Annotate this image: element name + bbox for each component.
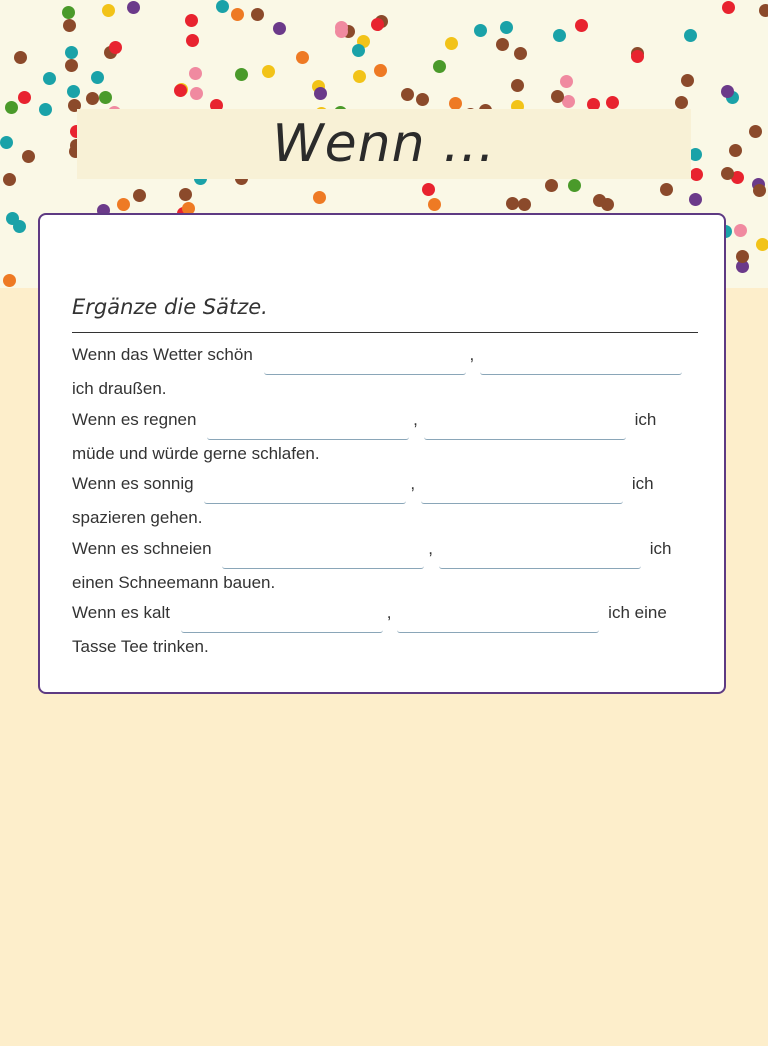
blank-1a[interactable] — [264, 354, 466, 375]
confetti-dot — [86, 92, 99, 105]
confetti-dot — [474, 24, 487, 37]
page-title: Wenn ... — [272, 114, 496, 174]
confetti-dot — [102, 4, 115, 17]
confetti-dot — [449, 97, 462, 110]
blank-4b[interactable] — [439, 548, 641, 569]
confetti-dot — [734, 224, 747, 237]
instruction-heading: Ergänze die Sätze. — [72, 295, 268, 319]
sentence-end: müde und würde gerne schlafen. — [72, 443, 320, 463]
sentence-1 — [72, 341, 697, 403]
confetti-dot — [374, 64, 387, 77]
confetti-dot — [63, 19, 76, 32]
confetti-dot — [43, 72, 56, 85]
confetti-dot — [675, 96, 688, 109]
comma: , — [428, 539, 434, 558]
sentence-mid: ich — [631, 474, 654, 493]
confetti-dot — [729, 144, 742, 157]
exercise-card — [38, 213, 726, 694]
blank-2b[interactable] — [424, 419, 626, 440]
sentence-end: Tasse Tee trinken. — [72, 636, 209, 656]
confetti-dot — [117, 198, 130, 211]
confetti-dot — [553, 29, 566, 42]
confetti-dot — [186, 34, 199, 47]
confetti-dot — [179, 188, 192, 201]
comma: , — [413, 410, 418, 429]
confetti-dot — [518, 198, 531, 211]
sentence-3 — [72, 470, 697, 532]
confetti-dot — [721, 167, 734, 180]
confetti-dot — [511, 79, 524, 92]
confetti-dot — [18, 91, 31, 104]
blank-3a[interactable] — [204, 483, 406, 504]
confetti-dot — [593, 194, 606, 207]
confetti-dot — [0, 136, 13, 149]
sentence-2 — [72, 406, 697, 468]
confetti-dot — [335, 21, 348, 34]
confetti-dot — [189, 67, 202, 80]
blank-5b[interactable] — [397, 612, 599, 633]
confetti-dot — [500, 21, 513, 34]
confetti-dot — [401, 88, 414, 101]
confetti-dot — [109, 41, 122, 54]
sentence-4 — [72, 535, 697, 597]
confetti-dot — [660, 183, 673, 196]
confetti-dot — [13, 220, 26, 233]
confetti-dot — [433, 60, 446, 73]
confetti-dot — [353, 70, 366, 83]
confetti-dot — [514, 47, 527, 60]
sentence-mid: ich — [634, 410, 657, 429]
confetti-dot — [445, 37, 458, 50]
confetti-dot — [39, 103, 52, 116]
confetti-dot — [722, 1, 735, 14]
confetti-dot — [756, 238, 768, 251]
confetti-dot — [273, 22, 286, 35]
divider — [72, 332, 698, 333]
confetti-dot — [65, 59, 78, 72]
confetti-dot — [568, 179, 581, 192]
confetti-dot — [759, 4, 768, 17]
confetti-dot — [428, 198, 441, 211]
confetti-dot — [216, 0, 229, 13]
sentence-end: ich draußen. — [72, 378, 167, 398]
confetti-dot — [690, 168, 703, 181]
confetti-dot — [133, 189, 146, 202]
blank-4a[interactable] — [222, 548, 424, 569]
confetti-dot — [753, 184, 766, 197]
sentence-mid: ich eine — [608, 603, 667, 622]
confetti-dot — [371, 18, 384, 31]
confetti-dot — [631, 50, 644, 63]
sentence-end: einen Schneemann bauen. — [72, 572, 276, 592]
confetti-dot — [736, 250, 749, 263]
sentence-start: Wenn es kalt — [72, 603, 170, 622]
confetti-dot — [231, 8, 244, 21]
confetti-dot — [560, 75, 573, 88]
confetti-dot — [313, 191, 326, 204]
confetti-dot — [416, 93, 429, 106]
blank-5a[interactable] — [181, 612, 383, 633]
confetti-dot — [681, 74, 694, 87]
confetti-dot — [174, 84, 187, 97]
sentence-end: spazieren gehen. — [72, 507, 203, 527]
confetti-dot — [575, 19, 588, 32]
sentence-start: Wenn es schneien — [72, 539, 212, 558]
confetti-dot — [506, 197, 519, 210]
confetti-dot — [14, 51, 27, 64]
sentence-mid: ich — [649, 539, 672, 558]
confetti-dot — [91, 71, 104, 84]
sentence-start: Wenn das Wetter schön — [72, 345, 253, 364]
confetti-dot — [606, 96, 619, 109]
confetti-dot — [22, 150, 35, 163]
confetti-dot — [3, 173, 16, 186]
confetti-dot — [545, 179, 558, 192]
confetti-dot — [422, 183, 435, 196]
confetti-dot — [314, 87, 327, 100]
confetti-dot — [185, 14, 198, 27]
blank-2a[interactable] — [207, 419, 409, 440]
confetti-dot — [235, 68, 248, 81]
confetti-dot — [3, 274, 16, 287]
confetti-dot — [190, 87, 203, 100]
confetti-dot — [684, 29, 697, 42]
confetti-dot — [62, 6, 75, 19]
confetti-dot — [551, 90, 564, 103]
comma: , — [410, 474, 416, 493]
comma: , — [469, 345, 475, 364]
confetti-dot — [689, 193, 702, 206]
blank-1b[interactable] — [480, 354, 682, 375]
title-box — [77, 109, 691, 179]
confetti-dot — [99, 91, 112, 104]
sentence-start: Wenn es sonnig — [72, 474, 194, 493]
confetti-dot — [749, 125, 762, 138]
confetti-dot — [496, 38, 509, 51]
confetti-dot — [262, 65, 275, 78]
comma: , — [386, 603, 392, 622]
confetti-dot — [5, 101, 18, 114]
confetti-dot — [67, 85, 80, 98]
confetti-dot — [352, 44, 365, 57]
confetti-dot — [127, 1, 140, 14]
sentence-start: Wenn es regnen — [72, 410, 197, 429]
confetti-dot — [296, 51, 309, 64]
confetti-dot — [65, 46, 78, 59]
confetti-dot — [251, 8, 264, 21]
sentence-5 — [72, 599, 697, 661]
blank-3b[interactable] — [421, 483, 623, 504]
